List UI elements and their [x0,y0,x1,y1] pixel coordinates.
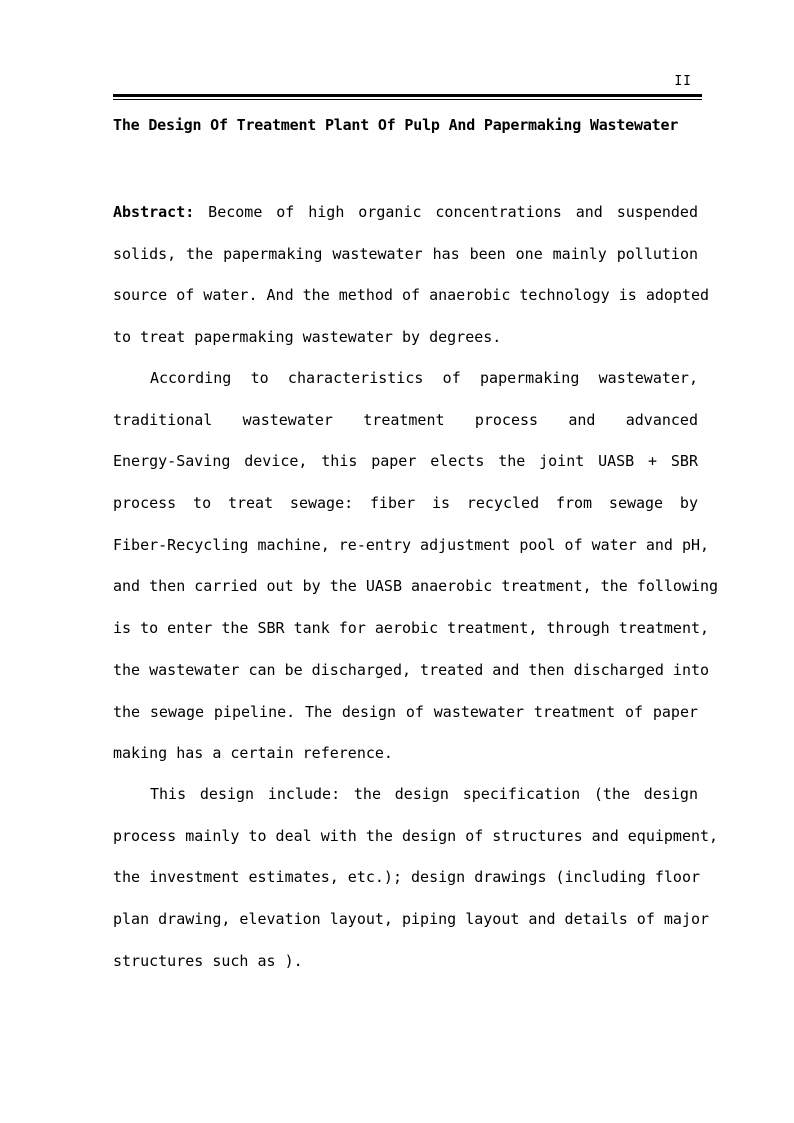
text-line: making has a certain reference. [113,744,393,763]
header-rule-thick [113,94,702,97]
text-line: the sewage pipeline. The design of wastewater treatment of paper [113,702,698,721]
text-line: source of water. And the method of anaerobic technology is adopted [113,286,710,305]
text-line [113,192,698,234]
abstract-first-line-text: Become of high organic concentrations and suspended [194,203,698,221]
text-line: According to characteristics of papermaking wastewater, [150,369,698,387]
text-line: traditional wastewater treatment process and advanced [113,410,698,429]
text-line: the wastewater can be discharged, treated and then discharged into [113,660,710,679]
text-line: and then carried out by the UASB anaerobic treatment, the following [113,577,719,596]
body-paragraph-2 [113,358,719,775]
text-line: solids, the papermaking wastewater has been one mainly pollution [113,244,698,263]
document-title: The Design Of Treatment Plant Of Pulp And Papermaking Wastewater [113,116,679,134]
page-number: II [674,74,692,89]
text-line: process mainly to deal with the design of structures and equipment, [113,826,719,845]
abstract-paragraph [113,192,710,359]
text-line: process to treat sewage: fiber is recycled from sewage by [113,494,698,513]
body-paragraph-3 [113,774,719,982]
text-line: Fiber-Recycling machine, re-entry adjustment pool of water and pH, [113,535,710,554]
text-line: This design include: the design specification (the design [150,785,698,803]
text-line: Energy-Saving device, this paper elects the joint UASB + SBR [113,452,698,471]
text-line: structures such as ). [113,951,303,970]
text-line: is to enter the SBR tank for aerobic treatment, through treatment, [113,619,710,638]
text-line: to treat papermaking wastewater by degrees. [113,328,502,347]
text-line: plan drawing, elevation layout, piping layout and details of major [113,910,710,929]
text-line: the investment estimates, etc.); design drawings (including floor [113,868,700,887]
header-rule-thin [113,99,702,100]
abstract-label: Abstract: [113,203,195,221]
